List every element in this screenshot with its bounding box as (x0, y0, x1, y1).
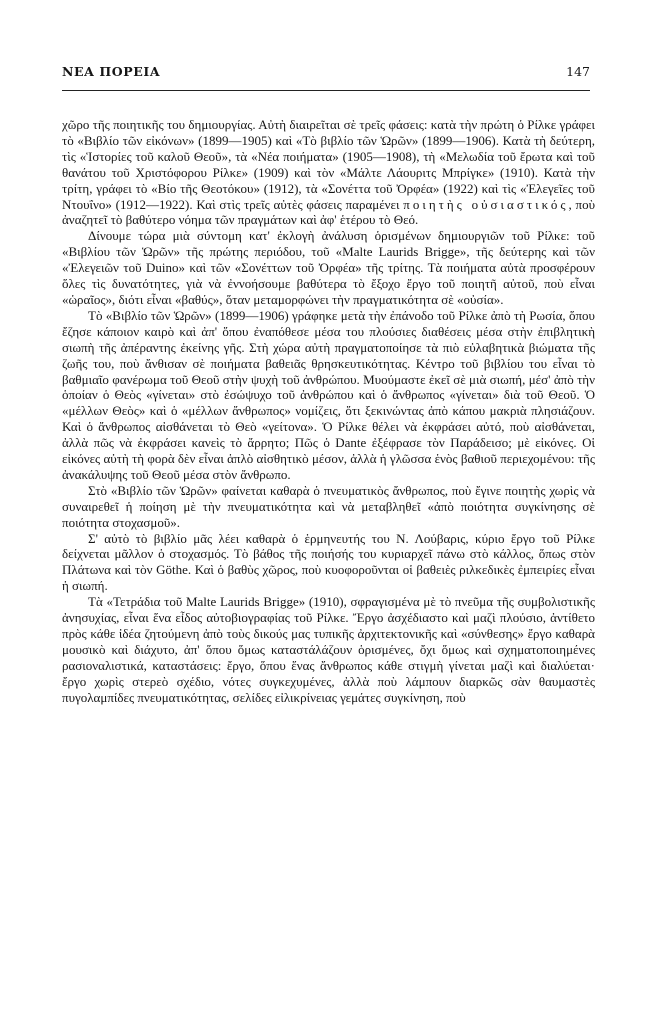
paragraph-3: Τὸ «Βιβλίο τῶν Ὡρῶν» (1899—1906) γράφηκε μετὰ τὴν ἐπάνοδο τοῦ Ρίλκε ἀπὸ τὴ Ρωσία, ὅπου ἔζησε κάποιον καιρὸ καὶ ἀπ' ὅπου ἐναπόθεσε μέσα του πλούσιες διαθέσεις μέσα στὴν ἐπιβλητικὴ σιωπὴ τῆς ἀπέραντης ἐκείνης γῆς. Στὴ χώρα αὐτὴ πραγματοποίησε τὰ πιὸ εὐλαβητικὰ βιώματα τῆς ζωῆς του, ποὺ ἄνθισαν σὲ ποιήματα βαθειᾶς θρησκευτικότητας. Κέντρο τοῦ βιβλίου του εἶναι τὸ βαθμιαῖο φανέρωμα τοῦ Θεοῦ στὴν ψυχὴ τοῦ ἀνθρώπου. Μυούμαστε ἐκεῖ σὲ μιὰ σιωπή, μέσ' ἀπὸ τὴν ὁποίαν ὁ Θεὸς «γίνεται» στὸ ἐσώψυχο τοῦ ἀνθρώπου καὶ ὁ ἄνθρωπος «γίνεται» διὰ τοῦ Θεοῦ. Ὁ «μέλλων Θεὸς» καὶ ὁ «μέλλων ἄνθρωπος» νομίζεις, ὅτι ξεκινώντας ἀπὸ κάπου μακριὰ πλησιάζουν. Καὶ ὁ ἄνθρωπος αἰσθάνεται τὸ Θεὸ «γείτονα». Ὁ Ρίλκε θέλει νὰ ἐκφράσει αὐτό, ποὺ αἰσθάνεται, ἀλλὰ πῶς νὰ ἐκφράσει κανεὶς τὸ ἄρρητο; Πῶς ὁ Dante ἐξέφρασε τὸν Παράδεισο; μὲ εἰκόνες. Οἱ εἰκόνες αὐτὴ τὴ φορὰ δὲν εἶναι ἁπλὸ αἰσθητικὸ μέσον, ἀλλὰ ἡ γλῶσσα ἑνὸς βαθιοῦ περιεχομένου: τῆς ἀνακάλυψης τοῦ Θεοῦ μέσα στὸν ἄνθρωπο. (62, 307, 595, 482)
paragraph-5: Σ' αὐτὸ τὸ βιβλίο μᾶς λέει καθαρὰ ὁ ἑρμηνευτής του Ν. Λούβαρις, κύριο ἔργο τοῦ Ρίλκε δείχνεται μᾶλλον ὁ στοχασμός. Τὸ βάθος τῆς ποιήσής του κυριαρχεῖ πάνω στὸ κάλλος, ὅπως στὸν Πλάτωνα καὶ τὸν Göthe. Καὶ ὁ βαθὺς χῶρος, ποὺ κυοφοροῦνται οἱ βαθειὲς ριλκεδικὲς ἐμπειρίες εἶναι ἡ σιωπή. (62, 530, 595, 594)
paragraph-4: Στὸ «Βιβλίο τῶν Ὡρῶν» φαίνεται καθαρὰ ὁ πνευματικὸς ἄνθρωπος, ποὺ ἔγινε ποιητὴς χωρὶς νὰ συναιρεθεῖ ἡ ποίηση μὲ τὴν πνευματικότητα καὶ νὰ μεταβληθεῖ «ἀπὸ ποιότητα συγκίνησης σὲ ποιότητα στοχασμοῦ». (62, 482, 595, 530)
paragraph-1-text-end: , ποὺ ἀναζητεῖ τὸ βαθύτερο νόημα τῶν πραγμάτων καὶ ἀφ' ἑτέρου τὸ Θεό. (62, 196, 596, 228)
spaced-emphasis: ποιητὴς οὐσιαστικός (403, 196, 569, 212)
paragraph-1 (62, 117, 595, 228)
header-rule (62, 90, 590, 91)
body-text (62, 117, 595, 706)
paragraph-1-text: χῶρο τῆς ποιητικῆς του δημιουργίας. Αὐτὴ διαιρεῖται σὲ τρεῖς φάσεις: κατὰ τὴν πρώτη ὁ Ρίλκε γράφει τὸ «Βιβλίο τῶν εἰκόνων» (1899—1905) καὶ «Τὸ βιβλίο τῶν Ὡρῶν» (1899—1906). Κατὰ τὴ δεύτερη, τὶς «Ἱστορίες τοῦ καλοῦ Θεοῦ», τὰ «Νέα ποιήματα» (1905—1908), τὴ «Μελωδία τοῦ ἔρωτα καὶ τοῦ θανάτου τοῦ Χριστόφορου Ρίλκε» (1909) καὶ τὸν «Μάλτε Λάουριτς Μπρίγκε» (1910). Κατὰ τὴν τρίτη, γράφει τὸ «Βίο τῆς Θεοτόκου» (1912), τὰ «Σονέττα τοῦ Ὀρφέα» (1922) καὶ τὶς «Ἐλεγεῖες τοῦ Ντουΐνο» (1912—1922). Καὶ στὶς τρεῖς αὐτὲς φάσεις παραμένει (62, 117, 595, 212)
paragraph-2: Δίνουμε τώρα μιὰ σύντομη κατ' ἐκλογὴ ἀνάλυση ὁρισμένων δημιουργιῶν τοῦ Ρίλκε: τοῦ «Βιβλίου τῶν Ὡρῶν» τῆς πρώτης περιόδου, τοῦ «Malte Laurids Brigge», τῆς δεύτερης καὶ τῶν «Ἐλεγειῶν τοῦ Duino» καὶ τῶν «Σονέττων τοῦ Ὀρφέα» τῆς τρίτης. Τὰ ποιήματα αὐτὰ προσφέρουν ὅλες τὶς δυνατότητες, γιὰ νὰ ἐννοήσουμε βαθύτερα τὸ ἔξοχο ἔργο τοῦ ποιητῆ αὐτοῦ, ποὺ εἶναι «ὡραῖος», διότι εἶναι «βαθύς», ὅταν μεταμορφώνει τὴν πραγματικότητα σὲ «οὐσία». (62, 228, 595, 307)
journal-title: ΝΕΑ ΠΟΡΕΙΑ (62, 64, 161, 79)
page-number: 147 (566, 64, 590, 79)
paragraph-6: Τὰ «Τετράδια τοῦ Malte Laurids Brigge» (1910), σφραγισμένα μὲ τὸ πνεῦμα τῆς συμβολιστικῆς ἀνησυχίας, εἶναι ἕνα εἶδος αὐτοβιογραφίας τοῦ Ρίλκε. Ἔργο ἀσχέδιαστο καὶ μαζὶ πλούσιο, ἀντίθετο πρὸς κάθε ἰδέα ζητούμενη ἀπὸ τοὺς δικούς μας τυπικῆς ἀρχιτεκτονικῆς καὶ «σύνθεσης» ἔργο καθαρὰ μουσικὸ καὶ διάχυτο, ἀπ' ὅπου ὅμως καταστάλάζουν ὁρισμένες, ὄχι ὅμως καὶ σχηματοποιημένες ρασιοναλιστικά, καταστάσεις: ἔργο, ὅπου ἕνας ἄνθρωπος κάθε στιγμὴ γίνεται μαζὶ καὶ διαλύεται· ἔργο χωρὶς στερεὸ σχέδιο, νότες συγκεχυμένες, ἀλλὰ ποὺ λάμπουν διαρκῶς σὰν θαυμαστὲς πυγολαμπίδες πνευματικότητας, σελίδες εἰλικρίνειας γεμάτες συγκίνηση, ποὺ (62, 594, 595, 705)
running-header (62, 64, 590, 84)
